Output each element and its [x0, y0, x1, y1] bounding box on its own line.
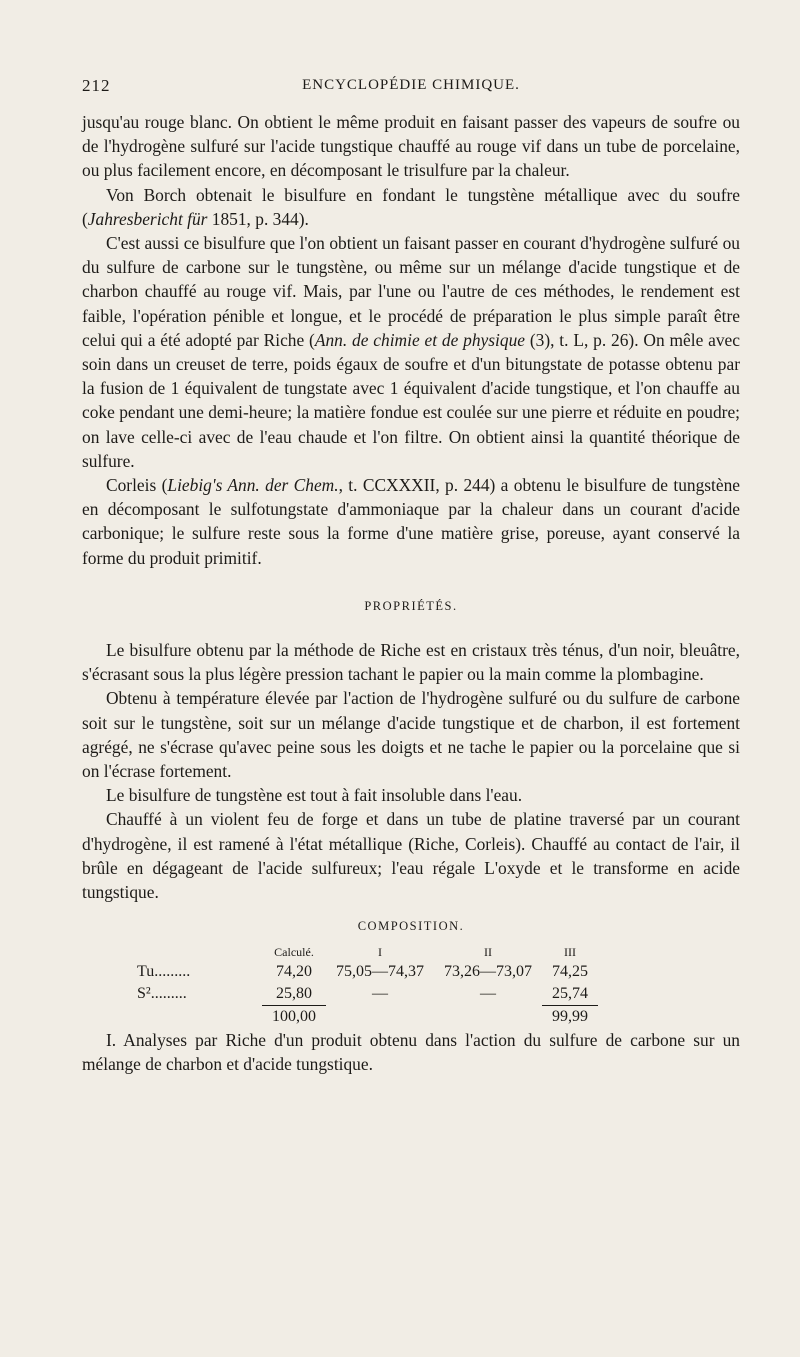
paragraph-6: Obtenu à température élevée par l'action de l'hydrogène sulfuré ou du sulfure de carbone soit sur le tungstène, soit sur un mélange d'acide tungstique et de charbon, il est fortement agrégé, ne s'écrase qu'avec peine sous les doigts et ne tache le papier ou la porcelaine que si on l'écrase fortement.: [82, 688, 740, 782]
page-header: [82, 76, 740, 98]
table-cell: 75,05—74,37: [336, 962, 424, 980]
analysis-note: I. Analyses par Riche d'un produit obtenu dans l'action du sulfure de carbone sur un mélange de charbon et d'acide tungstique.: [82, 1029, 740, 1074]
paragraph-4: Corleis (Liebig's Ann. der Chem., t. CCXXXII, p. 244) a obtenu le bisulfure de tungstène en décomposant le sulfotungstate d'ammoniaque par la chaleur dans un courant d'acide carbonique; le sulfure reste sous la forme d'une matière grise, poreuse, ayant conservé la forme du produit primitif.: [82, 475, 741, 568]
table-cell: 25,80: [262, 983, 326, 1006]
reference-liebig: Liebig's Ann. der Chem.: [167, 475, 339, 496]
table-cell: 74,25: [552, 962, 588, 980]
table-cell: 73,26—73,07: [444, 962, 532, 980]
composition-table: [137, 943, 598, 1028]
table-cell: 25,74: [542, 983, 598, 1006]
paragraph-5: Le bisulfure obtenu par la méthode de Riche est en cristaux très ténus, d'un noir, bleuâtre, s'écrasant sous la plus légère pression tachant le papier ou la main comme la plombagine.: [82, 640, 740, 685]
paragraph-3: C'est aussi ce bisulfure que l'on obtient un faisant passer en courant d'hydrogène sulfuré ou du sulfure de carbone sur le tungstène, ou même sur un mélange d'acide tungstique et de charbon chauffé au rouge vif. Mais, par l'une ou l'autre de ces méthodes, le rendement est faible, l'opération pénible et longue, et le procédé de préparation le plus simple paraît être celui qui a été adopté par Riche (Ann. de chimie et de physique (3), t. L, p. 26). On mêle avec soin dans un creuset de terre, poids égaux de soufre et d'un bitungstate de potasse obtenu par la fusion de 1 équivalent de tungstate avec 1 équivalent d'acide tungstique, et l'on chauffe au coke pendant une demi-heure; la matière fondue est coulée sur une pierre et réduite en poudre; on lave celle-ci avec de l'eau chaude et l'on filtre. On obtient ainsi la quantité théorique de sulfure.: [82, 233, 740, 471]
table-cell: 74,20: [276, 962, 312, 980]
body-text: [82, 110, 740, 1076]
paragraph-7: Le bisulfure de tungstène est tout à fait insoluble dans l'eau.: [106, 785, 523, 806]
table-row: [137, 961, 598, 983]
row-label: Tu.........: [137, 962, 191, 980]
composition-title: COMPOSITION.: [357, 919, 465, 934]
table-row: [137, 983, 598, 1006]
table-cell: —: [372, 984, 388, 1002]
reference-jahresbericht: Jahresbericht für: [87, 208, 208, 229]
paragraph-1: jusqu'au rouge blanc. On obtient le même produit en faisant passer des vapeurs de soufre ou de l'hydrogène sulfuré sur l'acide tungstique chauffé au rouge vif dans un tube de porcelaine, ou plus facilement encore, en décomposant le trisulfure par la chaleur.: [82, 112, 740, 181]
composition-header-row: [137, 943, 598, 961]
paragraph-8: Chauffé à un violent feu de forge et dans un tube de platine traversé par un courant d'hydrogène, il est ramené à l'état métallique (Riche, Corleis). Chauffé au contact de l'air, il brûle en dégageant de l'acide sulfureux; l'eau régale L'oxyde et le transforme en acide tungstique.: [82, 809, 740, 903]
paragraph-2: Von Borch obtenait le bisulfure en fondant le tungstène métallique avec du soufre (Jahresbericht für 1851, p. 344).: [82, 184, 740, 229]
running-title: ENCYCLOPÉDIE CHIMIQUE.: [302, 77, 520, 93]
reference-annales: Ann. de chimie et de physique: [314, 329, 525, 350]
header-cell: Calculé.: [274, 944, 314, 959]
page-number: 212: [82, 76, 111, 95]
section-title: PROPRIÉTÉS.: [364, 598, 458, 613]
header-cell: I: [378, 944, 382, 959]
header-cell: III: [564, 944, 576, 959]
total-cell: 100,00: [272, 1007, 316, 1025]
header-cell: II: [484, 944, 492, 959]
totals-row: [137, 1005, 598, 1028]
table-cell: —: [480, 984, 496, 1002]
row-label: S².........: [137, 984, 187, 1002]
total-cell: 99,99: [552, 1007, 588, 1025]
